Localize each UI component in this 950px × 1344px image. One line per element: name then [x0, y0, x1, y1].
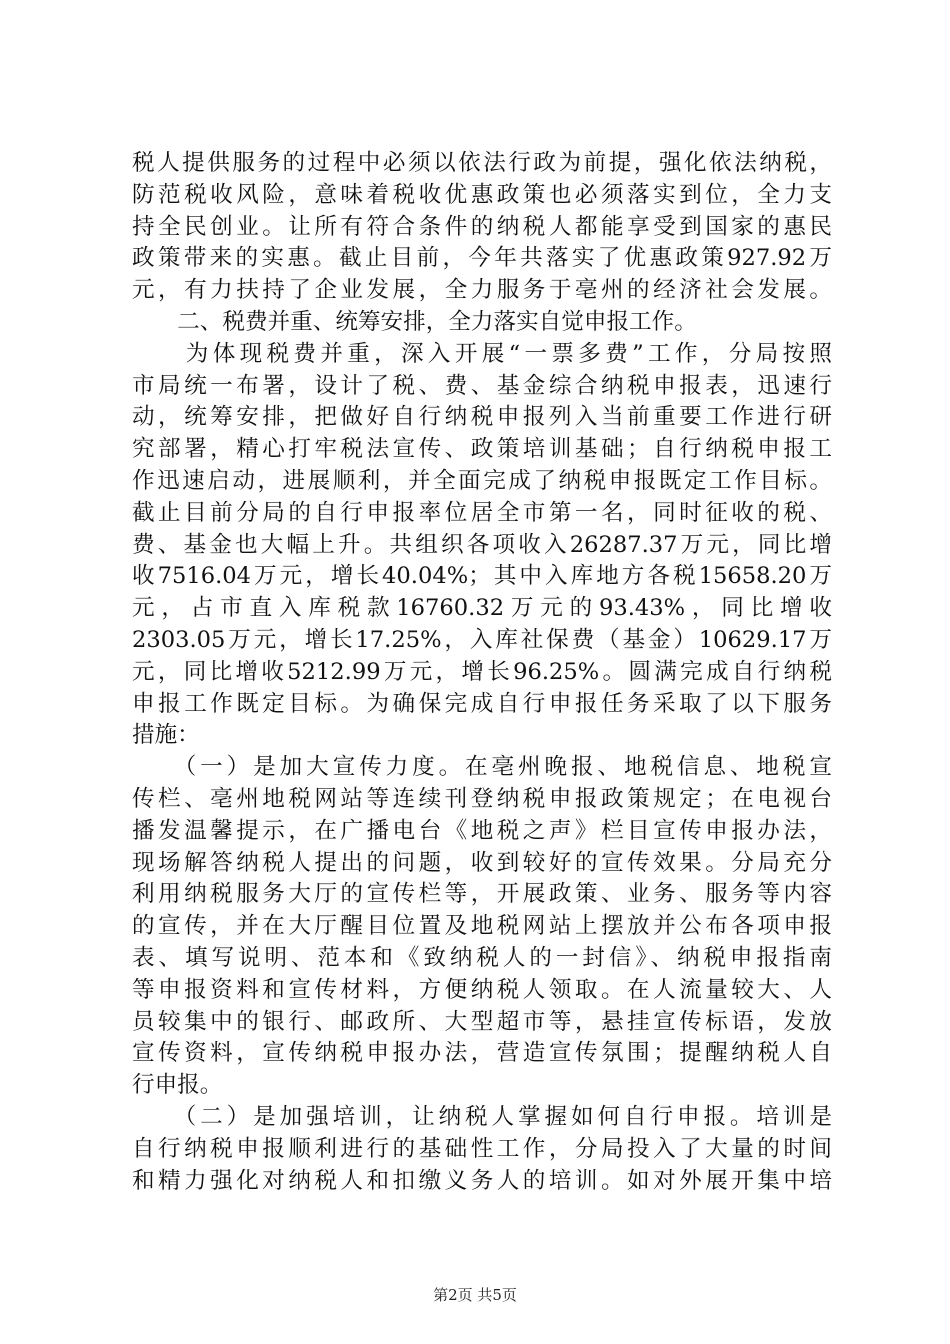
text-line: 元，占市直入库税款16760.32万元的93.43%，同比增收 [132, 595, 832, 622]
text-line: 二、税费并重、统筹安排，全力落实自觉申报工作。 [132, 308, 697, 335]
text-line: 行申报。 [132, 1072, 223, 1099]
text-line: 税人提供服务的过程中必须以依法行政为前提，强化依法纳税， [132, 150, 832, 176]
text-line: 截止目前分局的自行申报率位居全市第一名，同时征收的税、 [132, 499, 832, 526]
text-line: 费、基金也大幅上升。共组织各项收入26287.37万元，同比增 [132, 531, 832, 558]
text-line: 动，统筹安排，把做好自行纳税申报列入当前重要工作进行研 [132, 404, 832, 431]
text-line: 收7516.04万元，增长40.04%；其中入库地方各税15658.20万 [132, 563, 832, 590]
text-line: 现场解答纳税人提出的问题，收到较好的宣传效果。分局充分 [132, 849, 832, 876]
text-line: 的宣传，并在大厅醒目位置及地税网站上摆放并公布各项申报 [132, 913, 832, 940]
text-line: 员较集中的银行、邮政所、大型超市等，悬挂宣传标语，发放 [132, 1008, 832, 1035]
text-line: 2303.05万元，增长17.25%，入库社保费（基金）10629.17万 [132, 626, 832, 653]
text-line: 自行纳税申报顺利进行的基础性工作，分局投入了大量的时间 [132, 1135, 832, 1162]
text-line: 播发温馨提示，在广播电台《地税之声》栏目宣传申报办法， [132, 817, 832, 844]
text-line: （一）是加大宣传力度。在亳州晚报、地税信息、地税宣 [132, 754, 832, 781]
text-line: 市局统一布署，设计了税、费、基金综合纳税申报表，迅速行 [132, 372, 832, 399]
text-line: 利用纳税服务大厅的宣传栏等，开展政策、业务、服务等内容 [132, 881, 832, 908]
text-line: 宣传资料，宣传纳税申报办法，营造宣传氛围；提醒纳税人自 [132, 1040, 832, 1067]
text-line: 政策带来的实惠。截止目前，今年共落实了优惠政策927.92万 [132, 245, 832, 272]
text-line: 防范税收风险，意味着税收优惠政策也必须落实到位，全力支 [132, 181, 832, 208]
text-line: 作迅速启动，进展顺利，并全面完成了纳税申报既定工作目标。 [132, 467, 832, 494]
text-line: 措施： [132, 722, 200, 749]
text-line: 究部署，精心打牢税法宣传、政策培训基础；自行纳税申报工 [132, 436, 832, 463]
text-line: 元，有力扶持了企业发展，全力服务于亳州的经济社会发展。 [132, 277, 832, 304]
text-line: 表、填写说明、范本和《致纳税人的一封信》、纳税申报指南 [132, 944, 832, 971]
text-line: 元，同比增收5212.99万元，增长96.25%。圆满完成自行纳税 [132, 658, 832, 685]
text-line: 申报工作既定目标。为确保完成自行申报任务采取了以下服务 [132, 690, 832, 717]
text-line: 为体现税费并重，深入开展“一票多费”工作，分局按照 [132, 340, 832, 367]
text-line: （二）是加强培训，让纳税人掌握如何自行申报。培训是 [132, 1103, 832, 1130]
text-line: 等申报资料和宣传材料，方便纳税人领取。在人流量较大、人 [132, 976, 832, 1003]
text-line: 持全民创业。让所有符合条件的纳税人都能享受到国家的惠民 [132, 213, 832, 240]
body-text [132, 148, 832, 1197]
text-line: 和精力强化对纳税人和扣缴义务人的培训。如对外展开集中培 [132, 1167, 832, 1194]
text-line: 传栏、亳州地税网站等连续刊登纳税申报政策规定；在电视台 [132, 785, 832, 812]
page-footer: 第2页 共5页 [433, 1286, 517, 1304]
